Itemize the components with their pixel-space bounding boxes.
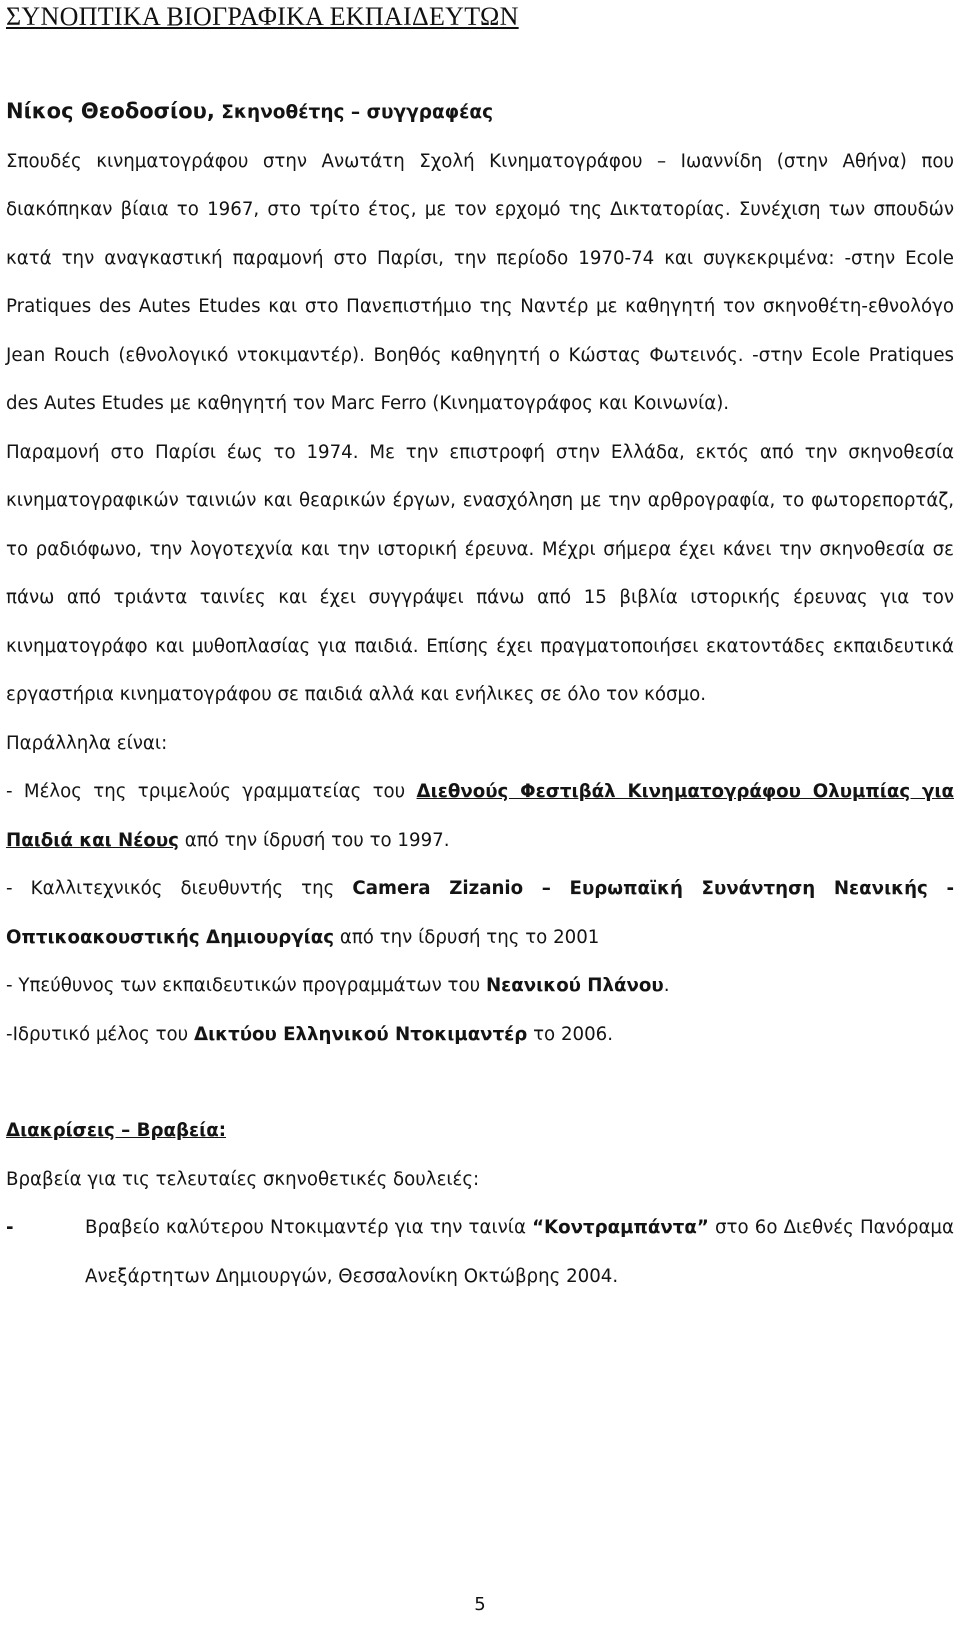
role-item-festival bbox=[6, 768, 954, 865]
role-item-documentary-network bbox=[6, 1011, 954, 1060]
page-number: 5 bbox=[474, 1594, 486, 1615]
role-item-text: το 2006. bbox=[527, 1023, 614, 1045]
neaniko-plano-name: Νεανικού Πλάνου bbox=[485, 975, 664, 996]
award-text-part: Βραβείο καλύτερου Ντοκιμαντέρ για την ταινία bbox=[85, 1217, 533, 1238]
awards-heading: Διακρίσεις – Βραβεία: bbox=[6, 1120, 226, 1141]
role-item-text: - Καλλιτεχνικός διευθυντής της bbox=[6, 878, 353, 899]
document-title: ΣΥΝΟΠΤΙΚΑ ΒΙΟΓΡΑΦΙΚΑ ΕΚΠΑΙΔΕΥΤΩΝ bbox=[6, 2, 519, 31]
person-role: Σκηνοθέτης – συγγραφέας bbox=[214, 102, 494, 123]
section-spacer bbox=[6, 1059, 954, 1107]
role-item-neaniko-plano bbox=[6, 962, 954, 1011]
documentary-network-name: Δικτύου Ελληνικού Ντοκιμαντέρ bbox=[194, 1023, 528, 1045]
role-item-text: - Υπεύθυνος των εκπαιδευτικών προγραμμάτων του bbox=[6, 975, 486, 996]
award-text bbox=[85, 1204, 954, 1301]
parallel-intro: Παράλληλα είναι: bbox=[6, 732, 168, 754]
role-item-camera-zizanio bbox=[6, 865, 954, 962]
role-item-text: -Ιδρυτικό μέλος του bbox=[6, 1023, 194, 1045]
award-film-title: “Κοντραμπάντα” bbox=[532, 1217, 709, 1238]
awards-intro: Βραβεία για τις τελευταίες σκηνοθετικές δουλειές: bbox=[6, 1168, 480, 1190]
award-bullet: - bbox=[6, 1217, 14, 1238]
role-item-text: - Μέλος της τριμελούς γραμματείας του bbox=[6, 781, 417, 802]
role-item-text: . bbox=[663, 975, 670, 996]
person-heading bbox=[6, 87, 954, 138]
camera-zizanio-name: Camera Zizanio – Ευρωπαϊκή Συνάντηση Νεανικής - Οπτικοακουστικής Δημιουργίας bbox=[6, 878, 954, 948]
role-item-text: από την ίδρυσή του το 1997. bbox=[178, 829, 450, 851]
festival-name: Διεθνούς Φεστιβάλ Κινηματογράφου Ολυμπίας για Παιδιά και Νέους bbox=[6, 781, 954, 851]
career-paragraph: Παραμονή στο Παρίσι έως το 1974. Με την επιστροφή στην Ελλάδα, εκτός από την σκηνοθεσία κινηματογραφικών ταινιών και θεαρικών έργων, ενασχόληση με την αρθρογραφία, το φωτορεπορτάζ, το ραδιόφωνο, την λογοτεχνία και την ιστορική έρευνα. Μέχρι σήμερα έχει κάνει την σκηνοθεσία σε πάνω από τριάντα ταινίες και έχει συγγράψει πάνω από 15 βιβλία ιστορικής έρευνας για τον κινηματογράφο και μυθοπλασίας για παιδιά. Επίσης έχει πραγματοποιήσει εκατοντάδες εκπαιδευτικά εργαστήρια κινηματογράφου σε παιδιά αλλά και ενήλικες σε όλο τον κόσμο. bbox=[6, 441, 954, 705]
role-item-text: από την ίδρυσή της το 2001 bbox=[334, 926, 600, 948]
document-body bbox=[6, 87, 954, 1301]
person-name: Νίκος Θεοδοσίου, bbox=[6, 99, 215, 123]
studies-paragraph: Σπουδές κινηματογράφου στην Ανωτάτη Σχολή Κινηματογράφου – Ιωαννίδη (στην Αθήνα) που διακόπηκαν βίαια το 1967, στο τρίτο έτος, με τον ερχομό της Δικτατορίας. Συνέχιση των σπουδών κατά την αναγκαστική παραμονή στο Παρίσι, την περίοδο 1970-74 και συγκεκριμένα: -στην Ecole Pratiques des Autes Etudes και στο Πανεπιστήμιο της Ναντέρ με καθηγητή τον σκηνοθέτη-εθνολόγο Jean Rouch (εθνολογικό ντοκιμαντέρ). Βοηθός καθηγητή ο Κώστας Φωτεινός. -στην Ecole Pratiques des Autes Etudes με καθηγητή τον Marc Ferro (Κινηματογράφος και Κοινωνία). bbox=[6, 150, 954, 414]
award-item bbox=[6, 1204, 954, 1301]
award-text-part: στο 6ο Διεθνές Πανόραμα Ανεξάρτητων Δημιουργών, Θεσσαλονίκη Οκτώβρης 2004. bbox=[85, 1217, 954, 1287]
